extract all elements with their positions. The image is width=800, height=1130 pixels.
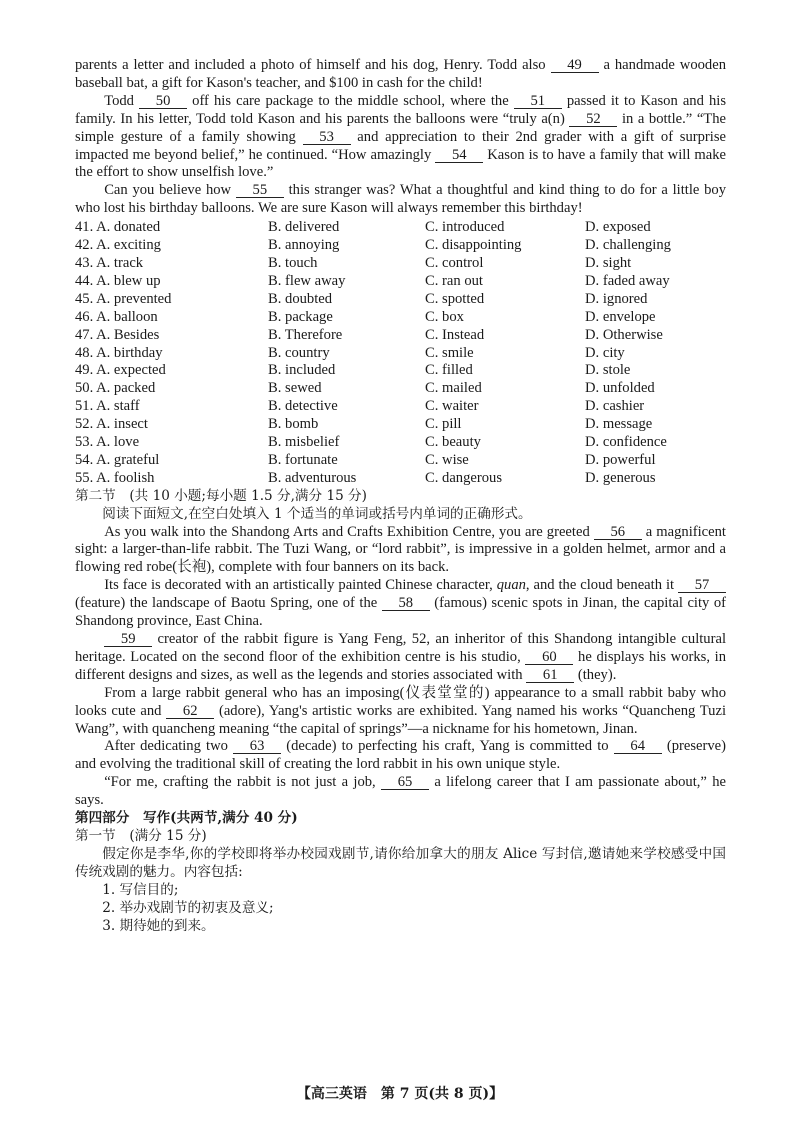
option: B. adventurous xyxy=(268,469,357,486)
option: D. exposed xyxy=(585,219,651,236)
option: 45. A. prevented xyxy=(75,290,172,307)
text: in a bottle.” “The simple gesture of a family showing xyxy=(75,110,726,145)
text: a magnificent sight: a larger-than-life rabbit. The Tuzi Wang, or “lord rabbit”, is impressive in a golden helmet, armor and a flowing red robe(长袍), complete with four banners on its back. xyxy=(75,523,726,576)
option: D. stole xyxy=(585,362,631,379)
text: this stranger was? What a thoughtful and kind thing to do for a little boy who lost his birthday balloons. We are sure Kason will always remember this birthday! xyxy=(75,182,726,217)
option: B. delivered xyxy=(268,219,340,236)
option: C. disappointing xyxy=(425,237,522,254)
page-footer: 【高三英语 第 7 页(共 8 页)】 xyxy=(296,1086,504,1102)
text: After dedicating two xyxy=(104,738,234,755)
paragraph xyxy=(75,93,726,183)
text: (preserve) and evolving the traditional skill of creating the lord rabbit in his own unique style. xyxy=(75,738,727,773)
option: D. cashier xyxy=(585,398,645,415)
blank-50: 50 xyxy=(139,94,187,109)
option: D. powerful xyxy=(585,451,656,468)
text: Its face is decorated with an artistically painted Chinese character, xyxy=(104,577,497,594)
option: 50. A. packed xyxy=(75,380,156,397)
text: Kason is to have a family that will make the effort to show unselfish love.” xyxy=(75,146,726,181)
option: 51. A. staff xyxy=(75,398,140,415)
text: parents a letter and included a photo of himself and his dog, Henry. Todd also xyxy=(75,57,551,73)
paragraph xyxy=(75,774,726,810)
paragraph xyxy=(75,182,726,218)
option: 52. A. insect xyxy=(75,416,148,433)
options-grid xyxy=(75,219,726,488)
passage-grammar xyxy=(75,524,726,811)
paragraph xyxy=(75,577,726,631)
text: off his care package to the middle school, where the xyxy=(187,92,514,109)
blank-56: 56 xyxy=(594,525,642,540)
option: D. faded away xyxy=(585,272,670,289)
option: C. mailed xyxy=(425,380,482,397)
blank-62: 62 xyxy=(166,704,214,719)
option: C. control xyxy=(425,254,484,271)
blank-64: 64 xyxy=(614,739,662,754)
blank-59: 59 xyxy=(104,632,152,647)
option: B. package xyxy=(268,308,333,325)
blank-54: 54 xyxy=(435,148,483,163)
writing-item: 3. 期待她的到来。 xyxy=(102,917,215,934)
option: B. detective xyxy=(268,398,338,415)
option: C. introduced xyxy=(425,219,505,236)
option: D. message xyxy=(585,416,653,433)
text: and appreciation to their 2nd grader with a gift of surprise impacted me beyond belief,” he continued. “How amazingly xyxy=(75,128,726,163)
option: D. sight xyxy=(585,254,632,271)
section2-instruction: 阅读下面短文,在空白处填入 1 个适当的单词或括号内单词的正确形式。 xyxy=(102,505,532,522)
blank-51: 51 xyxy=(514,94,562,109)
part4-heading: 第四部分 写作(共两节,满分 40 分) xyxy=(75,810,298,827)
option: B. country xyxy=(268,344,330,361)
writing-item: 2. 举办戏剧节的初衷及意义; xyxy=(102,899,274,916)
exam-page xyxy=(75,57,726,935)
text: passed it to Kason and his family. In his letter, Todd told Kason and his parents the balloons were “truly a(n) xyxy=(75,92,727,127)
text: he displays his works, in different designs and sizes, as well as the legends and stories associated with xyxy=(75,648,726,683)
option: 43. A. track xyxy=(75,254,144,271)
text: , and the cloud beneath it xyxy=(525,577,678,594)
option: B. included xyxy=(268,362,336,379)
passage-cloze xyxy=(75,57,726,218)
blank-55: 55 xyxy=(236,183,284,198)
text: (feature) the landscape of Baotu Spring, one of the xyxy=(75,595,382,612)
paragraph xyxy=(75,57,726,93)
blank-60: 60 xyxy=(525,650,573,665)
paragraph xyxy=(75,738,726,774)
option: C. pill xyxy=(425,416,462,433)
text: As you walk into the Shandong Arts and Crafts Exhibition Centre, you are greeted xyxy=(104,523,594,540)
option: 53. A. love xyxy=(75,434,140,451)
option: C. filled xyxy=(425,362,473,379)
option: C. wise xyxy=(425,451,469,468)
paragraph xyxy=(75,685,726,739)
blank-63: 63 xyxy=(233,739,281,754)
option: B. misbelief xyxy=(268,434,340,451)
option: 46. A. balloon xyxy=(75,308,158,325)
option: C. ran out xyxy=(425,272,483,289)
option: 44. A. blew up xyxy=(75,272,161,289)
option: C. Instead xyxy=(425,326,485,343)
option: C. box xyxy=(425,308,464,325)
option: 47. A. Besides xyxy=(75,326,160,343)
option: D. generous xyxy=(585,469,656,486)
option: C. waiter xyxy=(425,398,479,415)
blank-53: 53 xyxy=(303,130,351,145)
text: (decade) to perfecting his craft, Yang is committed to xyxy=(281,738,614,755)
option: C. smile xyxy=(425,344,474,361)
option: 48. A. birthday xyxy=(75,344,163,361)
text: (they). xyxy=(574,666,617,683)
paragraph xyxy=(75,631,726,685)
option: 41. A. donated xyxy=(75,219,161,236)
option: B. fortunate xyxy=(268,451,338,468)
text: Todd xyxy=(104,92,140,109)
option: B. sewed xyxy=(268,380,322,397)
option: B. bomb xyxy=(268,416,319,433)
text: (famous) scenic spots in Jinan, the capital city of Shandong province, East China. xyxy=(75,595,726,630)
option: B. touch xyxy=(268,254,318,271)
text: creator of the rabbit figure is Yang Feng, 52, an inheritor of this Shandong intangible cultural heritage. Located on the second floor of the exhibition centre is his studio, xyxy=(75,631,726,665)
option: C. beauty xyxy=(425,434,481,451)
option: 55. A. foolish xyxy=(75,469,155,486)
option: B. doubted xyxy=(268,290,333,307)
option: C. spotted xyxy=(425,290,485,307)
option: 42. A. exciting xyxy=(75,237,161,254)
option: D. envelope xyxy=(585,308,656,325)
writing-prompt: 假定你是李华,你的学校即将举办校园戏剧节,请你给加拿大的朋友 Alice 写封信,邀请她来学校感受中国传统戏剧的魅力。内容包括: xyxy=(75,845,726,880)
text: Can you believe how xyxy=(104,182,236,199)
option: B. Therefore xyxy=(268,326,343,343)
text: From a large rabbit general who has an imposing(仪表堂堂的) appearance to a small rabbit baby who looks cute and xyxy=(75,684,726,719)
text: a lifelong career that I am passionate about,” he says. xyxy=(75,774,726,809)
italic-text: quan xyxy=(496,577,526,594)
option: B. annoying xyxy=(268,237,340,254)
paragraph xyxy=(75,524,726,578)
option: B. flew away xyxy=(268,272,346,289)
text: (adore), Yang's artistic works are exhibited. Yang named his works “Quancheng Tuzi Wang”, with quancheng meaning “the capital of springs”—a nickname for his hometown, Jinan. xyxy=(75,702,726,737)
section2-heading: 第二节 (共 10 小题;每小题 1.5 分,满分 15 分) xyxy=(75,487,367,504)
text: a handmade wooden baseball bat, a gift for Kason's teacher, and $100 in cash for the child! xyxy=(75,57,726,91)
option: D. challenging xyxy=(585,237,671,254)
option: D. Otherwise xyxy=(585,326,663,343)
option: D. city xyxy=(585,344,625,361)
option: 54. A. grateful xyxy=(75,451,160,468)
blank-57: 57 xyxy=(678,578,726,593)
blank-49: 49 xyxy=(551,58,599,73)
option: D. unfolded xyxy=(585,380,655,397)
part4-section1: 第一节 (满分 15 分) xyxy=(75,827,207,844)
blank-52: 52 xyxy=(569,112,617,127)
option: D. confidence xyxy=(585,434,667,451)
text: “For me, crafting the rabbit is not just a job, xyxy=(104,774,382,791)
blank-65: 65 xyxy=(381,775,429,790)
option: C. dangerous xyxy=(425,469,503,486)
blank-61: 61 xyxy=(526,668,574,683)
writing-item: 1. 写信目的; xyxy=(102,881,179,898)
blank-58: 58 xyxy=(382,596,430,611)
option: 49. A. expected xyxy=(75,362,166,379)
option: D. ignored xyxy=(585,290,648,307)
